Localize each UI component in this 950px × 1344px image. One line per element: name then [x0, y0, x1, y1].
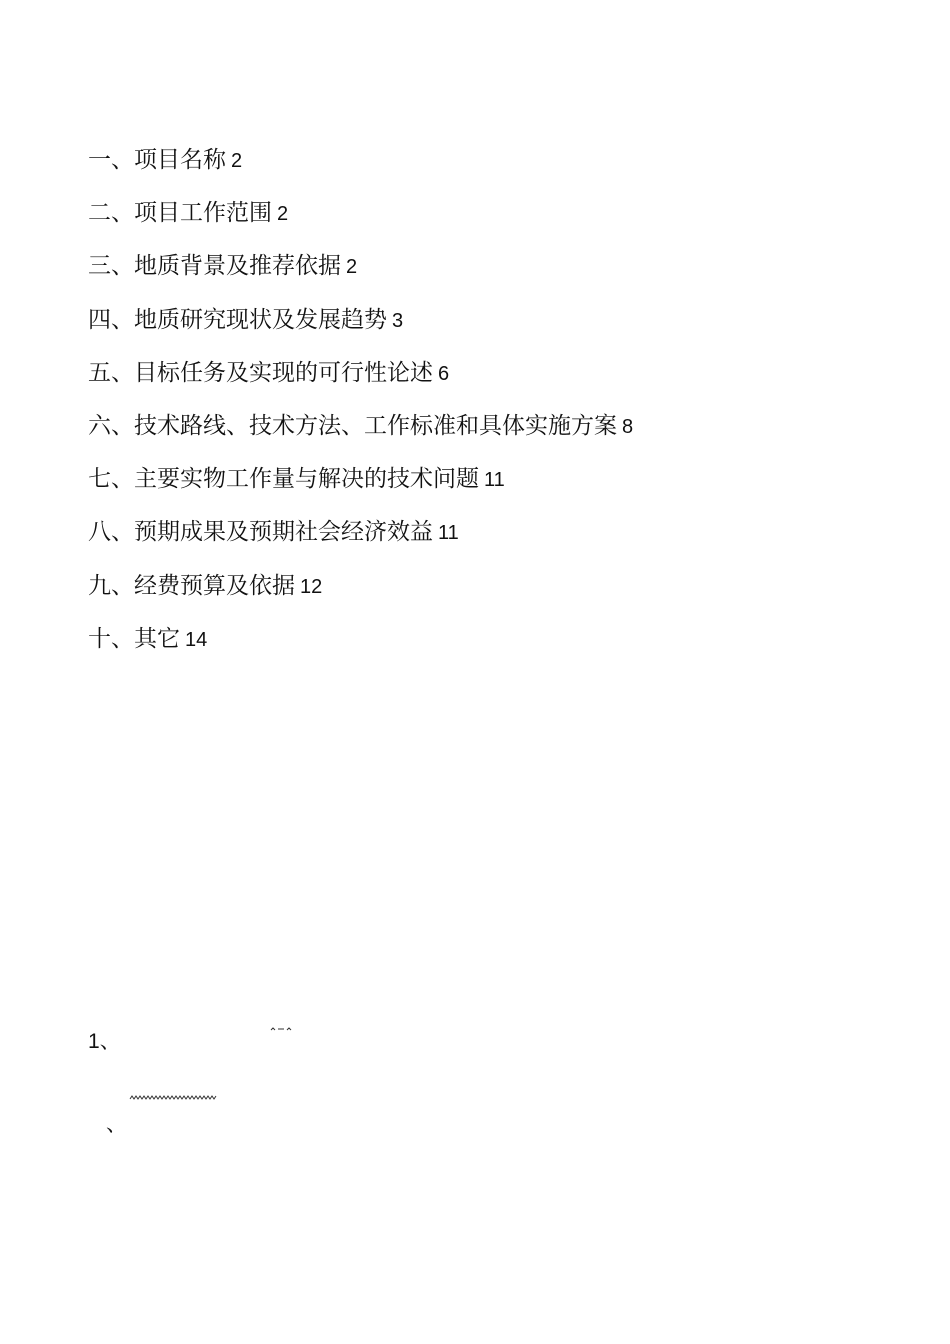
- toc-entry-page: 6: [438, 362, 450, 385]
- toc-entry-page: 3: [392, 309, 404, 332]
- section-number-separator: 、: [99, 1029, 121, 1053]
- toc-entry[interactable]: [88, 569, 633, 622]
- toc-entry-title: 九、经费预算及依据: [88, 572, 295, 599]
- toc-entry[interactable]: [88, 515, 633, 568]
- toc-entry-title: 六、技术路线、技术方法、工作标准和具体实施方案: [88, 412, 617, 439]
- toc-entry-title: 四、地质研究现状及发展趋势: [88, 306, 387, 333]
- toc-entry-page: 12: [300, 575, 323, 598]
- toc-entry-title: 三、地质背景及推荐依据: [88, 253, 341, 280]
- section-number: [88, 1027, 121, 1056]
- toc-entry[interactable]: [88, 249, 633, 302]
- rendering-artifact-squiggle: [129, 1094, 217, 1102]
- toc-entry-page: 2: [231, 150, 243, 172]
- toc-entry-page: 14: [185, 628, 208, 651]
- toc-entry[interactable]: [88, 409, 633, 462]
- toc-entry-title: 一、项目名称: [88, 147, 226, 173]
- toc-entry[interactable]: [88, 143, 633, 196]
- stray-separator: 、: [106, 1112, 127, 1136]
- section-number-digit: 1: [88, 1030, 100, 1053]
- toc-entry-title: 八、预期成果及预期社会经济效益: [88, 519, 433, 546]
- toc-entry-page: 2: [346, 256, 358, 279]
- rendering-artifact-mark: [270, 1026, 292, 1034]
- table-of-contents: [88, 143, 633, 675]
- toc-entry[interactable]: [88, 303, 633, 356]
- toc-entry-title: 五、目标任务及实现的可行性论述: [88, 359, 433, 386]
- toc-entry[interactable]: [88, 196, 633, 249]
- toc-entry[interactable]: [88, 356, 633, 409]
- toc-entry-title: 二、项目工作范围: [88, 200, 272, 227]
- toc-entry-title: 十、其它: [88, 625, 180, 652]
- toc-entry-page: 2: [277, 203, 289, 226]
- toc-entry[interactable]: [88, 462, 633, 515]
- toc-entry-page: 11: [438, 522, 459, 545]
- toc-entry-page: 8: [622, 415, 634, 438]
- toc-entry-page: 11: [484, 469, 505, 492]
- toc-entry-title: 七、主要实物工作量与解决的技术问题: [88, 466, 479, 493]
- toc-entry[interactable]: [88, 622, 633, 675]
